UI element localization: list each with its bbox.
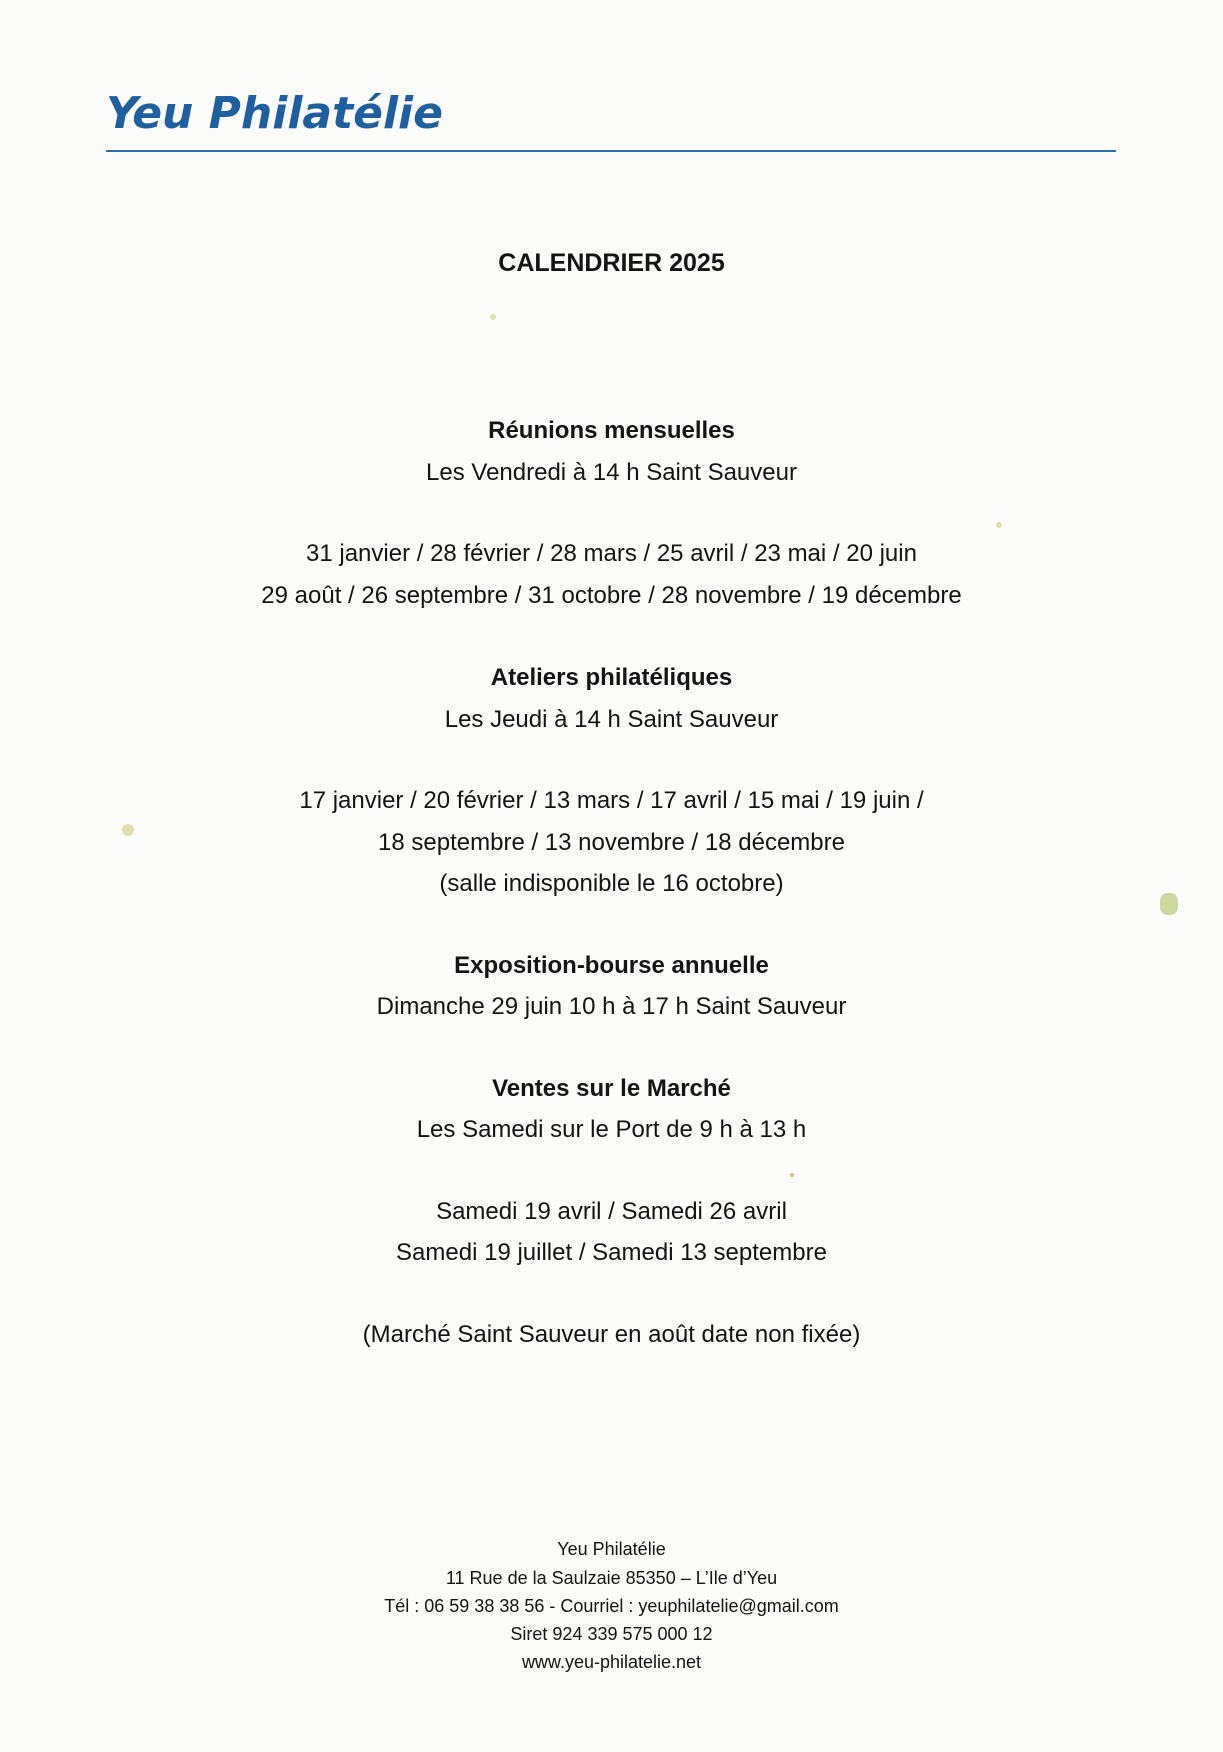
scan-speck xyxy=(490,314,496,320)
section-subtitle-reunions: Les Vendredi à 14 h Saint Sauveur xyxy=(426,459,797,486)
scan-speck xyxy=(122,824,134,836)
section-heading-exposition: Exposition-bourse annuelle xyxy=(454,952,769,979)
footer-address: 11 Rue de la Saulzaie 85350 – L’Ile d’Yeu xyxy=(445,1568,778,1588)
section-subtitle-exposition: Dimanche 29 juin 10 h à 17 h Saint Sauveur xyxy=(376,993,847,1020)
reunions-dates-line-2: 29 août / 26 septembre / 31 octobre / 28 novembre / 19 décembre xyxy=(261,582,962,609)
section-subtitle-ventes: Les Samedi sur le Port de 9 h à 13 h xyxy=(416,1116,807,1143)
brand-title: Yeu Philatélie xyxy=(106,88,443,139)
section-heading-ateliers: Ateliers philatéliques xyxy=(490,664,733,691)
ventes-dates-line-1: Samedi 19 avril / Samedi 26 avril xyxy=(436,1198,787,1225)
scan-speck xyxy=(1160,893,1178,915)
scan-speck xyxy=(790,1173,794,1177)
section-heading-ventes: Ventes sur le Marché xyxy=(492,1075,731,1102)
section-heading-reunions: Réunions mensuelles xyxy=(488,417,735,444)
section-subtitle-ateliers: Les Jeudi à 14 h Saint Sauveur xyxy=(444,706,779,733)
ventes-dates-line-2: Samedi 19 juillet / Samedi 13 septembre xyxy=(396,1239,827,1266)
reunions-dates-line-1: 31 janvier / 28 février / 28 mars / 25 avril / 23 mai / 20 juin xyxy=(306,540,917,567)
ateliers-note: (salle indisponible le 16 octobre) xyxy=(439,870,784,897)
ateliers-dates-line-2: 18 septembre / 13 novembre / 18 décembre xyxy=(378,829,845,856)
scan-speck xyxy=(996,522,1002,528)
footer-siret: Siret 924 339 575 000 12 xyxy=(510,1624,713,1644)
footer-website[interactable]: www.yeu-philatelie.net xyxy=(521,1652,702,1672)
header-divider xyxy=(106,150,1116,152)
page-title: CALENDRIER 2025 xyxy=(498,249,725,277)
letterhead xyxy=(106,78,1116,150)
ateliers-dates-line-1: 17 janvier / 20 février / 13 mars / 17 avril / 15 mai / 19 juin / xyxy=(299,787,924,814)
footer-contact-line: Tél : 06 59 38 38 56 - Courriel : yeuphilatelie@gmail.com xyxy=(384,1596,839,1616)
footer-name: Yeu Philatélie xyxy=(557,1539,666,1559)
ventes-note: (Marché Saint Sauveur en août date non fixée) xyxy=(362,1321,861,1348)
